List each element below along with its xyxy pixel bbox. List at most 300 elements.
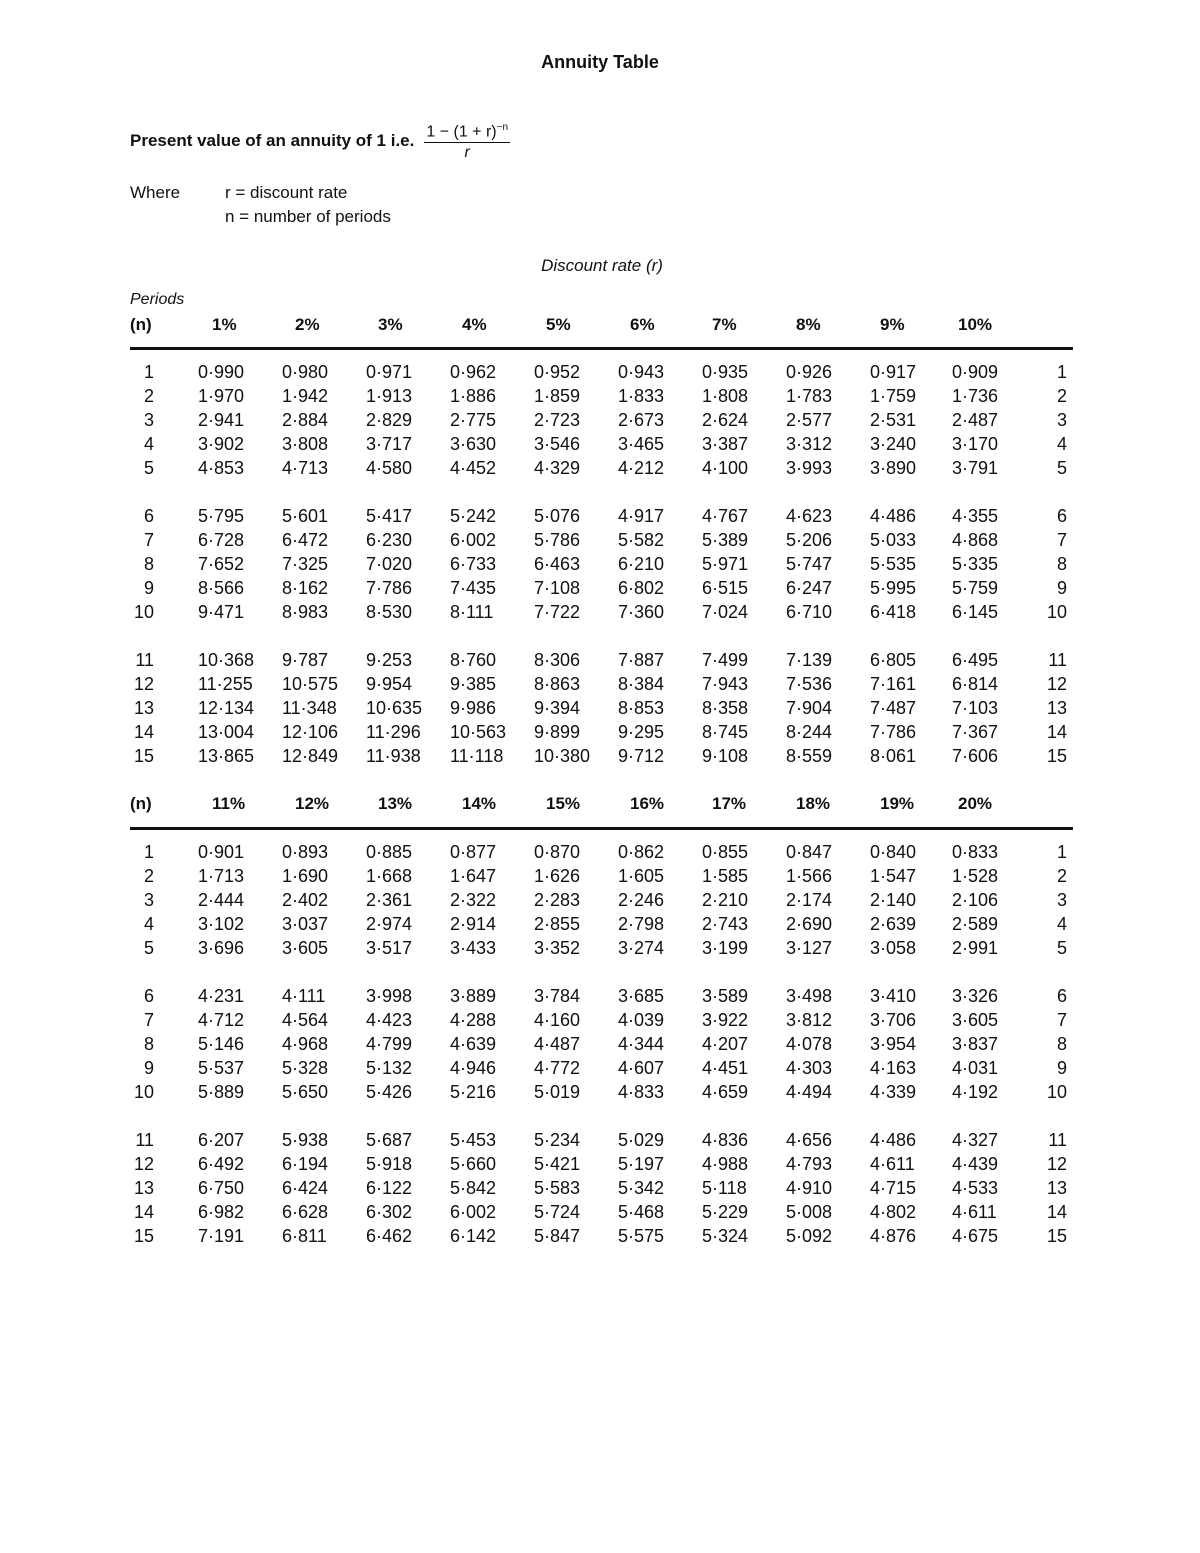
annuity-factor-cell: 7·499 [702, 650, 749, 670]
annuity-factor-cell: 5·389 [702, 530, 749, 550]
annuity-factor-cell: 1·808 [702, 386, 749, 406]
annuity-factor-cell: 9·295 [618, 722, 665, 742]
annuity-factor-cell: 3·312 [786, 434, 833, 454]
period-column-header: (n) [130, 794, 152, 813]
annuity-factor-cell: 5·889 [198, 1082, 245, 1102]
period-cell: 5 [1056, 938, 1067, 958]
formula-prefix: Present value of an annuity of 1 i.e. [130, 130, 415, 150]
period-cell: 7 [143, 1010, 154, 1030]
annuity-factor-cell: 6·122 [366, 1178, 413, 1198]
annuity-factor-cell: 4·212 [618, 458, 665, 478]
rate-column-header: 15% [546, 794, 581, 813]
annuity-factor-cell: 5·008 [786, 1202, 833, 1222]
annuity-factor-cell: 2·246 [618, 890, 665, 910]
annuity-factor-cell: 6·710 [786, 602, 833, 622]
annuity-factor-cell: 2·690 [786, 914, 833, 934]
annuity-factor-cell: 0·901 [198, 842, 245, 862]
annuity-factor-cell: 6·495 [952, 650, 999, 670]
annuity-factor-cell: 3·685 [618, 986, 665, 1006]
table-row [130, 914, 1073, 938]
period-cell: 4 [1056, 914, 1067, 934]
period-cell: 11 [135, 1130, 154, 1150]
annuity-factor-cell: 7·161 [870, 674, 917, 694]
period-cell: 10 [133, 1082, 154, 1102]
annuity-factor-cell: 6·230 [366, 530, 413, 550]
rate-column-header: 18% [796, 794, 831, 813]
annuity-factor-cell: 3·387 [702, 434, 749, 454]
annuity-factor-cell: 0·840 [870, 842, 917, 862]
annuity-factor-cell: 2·140 [870, 890, 917, 910]
annuity-factor-cell: 2·673 [618, 410, 665, 430]
annuity-factor-cell: 2·402 [282, 890, 329, 910]
period-cell: 14 [133, 1202, 154, 1222]
annuity-factor-cell: 8·306 [534, 650, 581, 670]
annuity-factor-cell: 8·061 [870, 746, 917, 766]
table-row [130, 866, 1073, 890]
formula-fraction [424, 118, 510, 163]
formula-denominator: r [464, 144, 470, 162]
definition-r: r = discount rate [225, 183, 348, 202]
annuity-factor-cell: 5·468 [618, 1202, 665, 1222]
annuity-factor-cell: 5·229 [702, 1202, 749, 1222]
annuity-factor-cell: 4·910 [786, 1178, 833, 1198]
table1-header-row [130, 315, 1073, 339]
annuity-factor-cell: 10·563 [450, 722, 507, 742]
rate-column-header: 3% [378, 315, 403, 334]
annuity-factor-cell: 12·134 [198, 698, 255, 718]
annuity-factor-cell: 4·659 [702, 1082, 749, 1102]
period-cell: 1 [143, 842, 154, 862]
annuity-factor-cell: 11·296 [366, 722, 421, 742]
annuity-factor-cell: 3·410 [870, 986, 917, 1006]
annuity-factor-cell: 9·385 [450, 674, 497, 694]
table-row [130, 1034, 1073, 1058]
annuity-factor-cell: 1·942 [282, 386, 329, 406]
annuity-factor-cell: 0·926 [786, 362, 833, 382]
annuity-factor-cell: 7·024 [702, 602, 749, 622]
annuity-factor-cell: 5·029 [618, 1130, 665, 1150]
annuity-factor-cell: 6·814 [952, 674, 999, 694]
period-cell: 8 [1056, 1034, 1067, 1054]
annuity-factor-cell: 8·530 [366, 602, 413, 622]
annuity-factor-cell: 12·849 [282, 746, 339, 766]
annuity-factor-cell: 7·606 [952, 746, 999, 766]
annuity-factor-cell: 11·348 [282, 698, 337, 718]
annuity-factor-cell: 6·515 [702, 578, 749, 598]
annuity-factor-cell: 3·433 [450, 938, 497, 958]
period-cell: 9 [143, 1058, 154, 1078]
annuity-factor-cell: 7·191 [198, 1226, 245, 1246]
annuity-factor-cell: 3·998 [366, 986, 413, 1006]
rate-column-header: 10% [958, 315, 993, 334]
table1-body [130, 362, 1073, 770]
annuity-factor-cell: 4·611 [870, 1154, 915, 1174]
annuity-factor-cell: 3·717 [366, 434, 413, 454]
period-cell: 14 [1046, 722, 1067, 742]
annuity-factor-cell: 2·941 [198, 410, 245, 430]
annuity-factor-cell: 5·660 [450, 1154, 497, 1174]
annuity-factor-cell: 7·786 [366, 578, 413, 598]
annuity-factor-cell: 12·106 [282, 722, 339, 742]
annuity-factor-cell: 3·605 [282, 938, 329, 958]
annuity-factor-cell: 5·786 [534, 530, 581, 550]
annuity-factor-cell: 8·162 [282, 578, 329, 598]
table-row [130, 554, 1073, 578]
annuity-factor-cell: 6·142 [450, 1226, 497, 1246]
annuity-factor-cell: 2·444 [198, 890, 245, 910]
annuity-factor-cell: 1·647 [450, 866, 497, 886]
annuity-factor-cell: 2·487 [952, 410, 999, 430]
annuity-factor-cell: 4·329 [534, 458, 581, 478]
annuity-factor-cell: 2·775 [450, 410, 497, 430]
annuity-factor-cell: 9·787 [282, 650, 329, 670]
period-cell: 5 [143, 458, 154, 478]
annuity-factor-cell: 6·302 [366, 1202, 413, 1222]
annuity-factor-cell: 6·002 [450, 1202, 497, 1222]
annuity-factor-cell: 7·786 [870, 722, 917, 742]
table-row [130, 410, 1073, 434]
annuity-factor-cell: 3·102 [198, 914, 245, 934]
annuity-factor-cell: 3·812 [786, 1010, 833, 1030]
period-cell: 12 [1046, 1154, 1067, 1174]
annuity-factor-cell: 6·472 [282, 530, 329, 550]
table-row [130, 938, 1073, 962]
annuity-factor-cell: 5·118 [702, 1178, 747, 1198]
annuity-factor-cell: 2·798 [618, 914, 665, 934]
period-cell: 13 [1046, 698, 1067, 718]
annuity-factor-cell: 5·426 [366, 1082, 413, 1102]
annuity-factor-cell: 3·274 [618, 938, 665, 958]
annuity-factor-cell: 7·367 [952, 722, 999, 742]
table-row [130, 698, 1073, 722]
annuity-factor-cell: 0·980 [282, 362, 329, 382]
annuity-factor-cell: 3·127 [786, 938, 833, 958]
formula-line [130, 118, 510, 163]
annuity-factor-cell: 2·624 [702, 410, 749, 430]
annuity-factor-cell: 3·696 [198, 938, 245, 958]
annuity-factor-cell: 3·902 [198, 434, 245, 454]
table-row [130, 506, 1073, 530]
annuity-factor-cell: 1·668 [366, 866, 413, 886]
annuity-factor-cell: 4·487 [534, 1034, 581, 1054]
annuity-factor-cell: 5·747 [786, 554, 833, 574]
table-row [130, 1178, 1073, 1202]
annuity-factor-cell: 4·533 [952, 1178, 999, 1198]
annuity-factor-cell: 2·723 [534, 410, 581, 430]
table-row [130, 986, 1073, 1010]
annuity-factor-cell: 4·639 [450, 1034, 497, 1054]
annuity-factor-cell: 11·118 [450, 746, 504, 766]
annuity-factor-cell: 5·197 [618, 1154, 665, 1174]
annuity-factor-cell: 3·784 [534, 986, 581, 1006]
annuity-factor-cell: 5·575 [618, 1226, 665, 1246]
annuity-factor-cell: 4·772 [534, 1058, 581, 1078]
annuity-factor-cell: 5·842 [450, 1178, 497, 1198]
annuity-factor-cell: 6·424 [282, 1178, 329, 1198]
table-row [130, 1010, 1073, 1034]
annuity-factor-cell: 0·952 [534, 362, 581, 382]
annuity-factor-cell: 3·517 [366, 938, 413, 958]
table-row [130, 602, 1073, 626]
annuity-factor-cell: 4·656 [786, 1130, 833, 1150]
annuity-factor-cell: 6·210 [618, 554, 665, 574]
annuity-factor-cell: 4·712 [198, 1010, 245, 1030]
annuity-factor-cell: 6·194 [282, 1154, 329, 1174]
annuity-factor-cell: 2·884 [282, 410, 329, 430]
annuity-factor-cell: 3·605 [952, 1010, 999, 1030]
annuity-factor-cell: 5·092 [786, 1226, 833, 1246]
annuity-factor-cell: 0·935 [702, 362, 749, 382]
annuity-factor-cell: 4·611 [952, 1202, 997, 1222]
formula-numerator [424, 118, 510, 143]
table-row [130, 1226, 1073, 1250]
period-cell: 9 [143, 578, 154, 598]
period-cell: 1 [143, 362, 154, 382]
annuity-factor-cell: 6·463 [534, 554, 581, 574]
annuity-factor-cell: 7·360 [618, 602, 665, 622]
period-cell: 3 [1056, 410, 1067, 430]
period-cell: 9 [1056, 1058, 1067, 1078]
annuity-factor-cell: 5·601 [282, 506, 329, 526]
annuity-factor-cell: 4·793 [786, 1154, 833, 1174]
annuity-factor-cell: 5·535 [870, 554, 917, 574]
annuity-factor-cell: 2·991 [952, 938, 999, 958]
annuity-factor-cell: 4·968 [282, 1034, 329, 1054]
annuity-factor-cell: 1·605 [618, 866, 665, 886]
table2-header-row [130, 794, 1073, 818]
period-cell: 5 [143, 938, 154, 958]
annuity-factor-cell: 5·417 [366, 506, 413, 526]
annuity-factor-cell: 5·132 [366, 1058, 413, 1078]
annuity-factor-cell: 6·145 [952, 602, 999, 622]
period-cell: 2 [143, 386, 154, 406]
annuity-factor-cell: 4·439 [952, 1154, 999, 1174]
annuity-factor-cell: 9·954 [366, 674, 413, 694]
annuity-factor-cell: 1·783 [786, 386, 833, 406]
annuity-factor-cell: 3·037 [282, 914, 329, 934]
annuity-factor-cell: 7·108 [534, 578, 581, 598]
row-group-spacer [130, 626, 1073, 650]
annuity-factor-cell: 0·870 [534, 842, 581, 862]
annuity-factor-cell: 4·623 [786, 506, 833, 526]
annuity-factor-cell: 4·231 [198, 986, 245, 1006]
annuity-factor-cell: 3·326 [952, 986, 999, 1006]
discount-rate-caption: Discount rate (r) [541, 256, 663, 275]
annuity-factor-cell: 7·887 [618, 650, 665, 670]
table-row [130, 674, 1073, 698]
annuity-factor-cell: 0·971 [366, 362, 413, 382]
annuity-factor-cell: 5·687 [366, 1130, 413, 1150]
annuity-factor-cell: 4·486 [870, 506, 917, 526]
annuity-factor-cell: 10·635 [366, 698, 423, 718]
period-cell: 2 [143, 866, 154, 886]
annuity-factor-cell: 1·859 [534, 386, 581, 406]
annuity-factor-cell: 8·111 [450, 602, 494, 622]
annuity-factor-cell: 5·847 [534, 1226, 581, 1246]
annuity-factor-cell: 7·722 [534, 602, 581, 622]
annuity-factor-cell: 6·733 [450, 554, 497, 574]
period-cell: 1 [1056, 842, 1067, 862]
annuity-factor-cell: 4·946 [450, 1058, 497, 1078]
annuity-factor-cell: 11·938 [366, 746, 421, 766]
annuity-factor-cell: 4·836 [702, 1130, 749, 1150]
annuity-factor-cell: 0·833 [952, 842, 999, 862]
annuity-factor-cell: 2·974 [366, 914, 413, 934]
annuity-factor-cell: 7·904 [786, 698, 833, 718]
annuity-factor-cell: 2·322 [450, 890, 497, 910]
annuity-factor-cell: 7·435 [450, 578, 497, 598]
annuity-factor-cell: 8·559 [786, 746, 833, 766]
annuity-factor-cell: 4·486 [870, 1130, 917, 1150]
period-cell: 12 [133, 674, 154, 694]
annuity-factor-cell: 6·982 [198, 1202, 245, 1222]
annuity-factor-cell: 6·002 [450, 530, 497, 550]
periods-label: Periods [130, 291, 185, 308]
period-cell: 10 [1046, 1082, 1067, 1102]
formula-numerator-text: 1 − (1 + r) [426, 123, 497, 141]
annuity-factor-cell: 4·713 [282, 458, 329, 478]
annuity-factor-cell: 4·494 [786, 1082, 833, 1102]
table1-header-rule [130, 347, 1073, 350]
table-row [130, 458, 1073, 482]
annuity-factor-cell: 4·917 [618, 506, 665, 526]
annuity-factor-cell: 5·234 [534, 1130, 581, 1150]
period-cell: 7 [1056, 530, 1067, 550]
annuity-factor-cell: 4·799 [366, 1034, 413, 1054]
annuity-factor-cell: 5·971 [702, 554, 749, 574]
rate-column-header: 2% [295, 315, 320, 334]
annuity-factor-cell: 1·566 [786, 866, 833, 886]
annuity-factor-cell: 0·943 [618, 362, 665, 382]
annuity-factor-cell: 5·206 [786, 530, 833, 550]
rate-column-header: 19% [880, 794, 915, 813]
annuity-factor-cell: 3·630 [450, 434, 497, 454]
period-cell: 12 [133, 1154, 154, 1174]
annuity-factor-cell: 3·837 [952, 1034, 999, 1054]
annuity-factor-cell: 1·547 [870, 866, 917, 886]
period-cell: 11 [1048, 650, 1067, 670]
rate-column-header: 11% [212, 794, 246, 813]
table2-header-rule [130, 827, 1073, 830]
period-cell: 7 [1056, 1010, 1067, 1030]
rate-column-header: 6% [630, 315, 655, 334]
annuity-factor-cell: 5·033 [870, 530, 917, 550]
where-label: Where [130, 183, 181, 202]
annuity-factor-cell: 5·342 [618, 1178, 665, 1198]
annuity-factor-cell: 1·913 [366, 386, 413, 406]
annuity-factor-cell: 2·210 [702, 890, 749, 910]
period-cell: 13 [133, 698, 154, 718]
annuity-factor-cell: 7·103 [952, 698, 999, 718]
annuity-factor-cell: 4·355 [952, 506, 999, 526]
annuity-factor-cell: 7·487 [870, 698, 917, 718]
annuity-factor-cell: 3·808 [282, 434, 329, 454]
annuity-factor-cell: 2·855 [534, 914, 581, 934]
table-row [130, 650, 1073, 674]
annuity-factor-cell: 2·639 [870, 914, 917, 934]
annuity-factor-cell: 10·368 [198, 650, 255, 670]
rate-column-header: 14% [462, 794, 497, 813]
annuity-factor-cell: 4·288 [450, 1010, 497, 1030]
annuity-factor-cell: 5·918 [366, 1154, 413, 1174]
annuity-factor-cell: 0·909 [952, 362, 999, 382]
table-row [130, 842, 1073, 866]
annuity-factor-cell: 4·111 [282, 986, 326, 1006]
annuity-factor-cell: 6·750 [198, 1178, 245, 1198]
period-cell: 3 [143, 890, 154, 910]
annuity-factor-cell: 2·829 [366, 410, 413, 430]
rate-column-header: 7% [712, 315, 737, 334]
period-cell: 3 [143, 410, 154, 430]
annuity-factor-cell: 8·983 [282, 602, 329, 622]
period-cell: 9 [1056, 578, 1067, 598]
table-row [130, 1082, 1073, 1106]
annuity-factor-cell: 6·805 [870, 650, 917, 670]
annuity-factor-cell: 9·899 [534, 722, 581, 742]
annuity-factor-cell: 3·058 [870, 938, 917, 958]
rate-column-header: 5% [546, 315, 571, 334]
annuity-factor-cell: 5·724 [534, 1202, 581, 1222]
annuity-factor-cell: 3·954 [870, 1034, 917, 1054]
period-cell: 11 [1048, 1130, 1067, 1150]
annuity-factor-cell: 9·986 [450, 698, 497, 718]
annuity-factor-cell: 2·589 [952, 914, 999, 934]
table-row [130, 362, 1073, 386]
period-cell: 10 [1046, 602, 1067, 622]
row-group-spacer [130, 1106, 1073, 1130]
rate-column-header: 20% [958, 794, 993, 813]
annuity-factor-cell: 3·706 [870, 1010, 917, 1030]
table-row [130, 578, 1073, 602]
annuity-factor-cell: 3·546 [534, 434, 581, 454]
period-cell: 8 [143, 554, 154, 574]
annuity-factor-cell: 6·811 [282, 1226, 327, 1246]
annuity-factor-cell: 0·862 [618, 842, 665, 862]
annuity-factor-cell: 0·885 [366, 842, 413, 862]
annuity-factor-cell: 4·339 [870, 1082, 917, 1102]
annuity-factor-cell: 8·760 [450, 650, 497, 670]
annuity-factor-cell: 4·675 [952, 1226, 999, 1246]
annuity-factor-cell: 2·531 [870, 410, 917, 430]
table-row [130, 434, 1073, 458]
annuity-factor-cell: 2·577 [786, 410, 833, 430]
annuity-factor-cell: 5·583 [534, 1178, 581, 1198]
period-cell: 15 [1046, 1226, 1067, 1246]
annuity-factor-cell: 3·791 [952, 458, 999, 478]
table-row [130, 722, 1073, 746]
period-cell: 6 [1056, 986, 1067, 1006]
annuity-factor-cell: 6·628 [282, 1202, 329, 1222]
period-cell: 15 [1046, 746, 1067, 766]
annuity-factor-cell: 4·564 [282, 1010, 329, 1030]
annuity-factor-cell: 5·216 [450, 1082, 497, 1102]
annuity-factor-cell: 3·352 [534, 938, 581, 958]
annuity-factor-cell: 3·465 [618, 434, 665, 454]
period-cell: 14 [133, 722, 154, 742]
table-row [130, 530, 1073, 554]
period-cell: 3 [1056, 890, 1067, 910]
annuity-factor-cell: 5·335 [952, 554, 999, 574]
period-cell: 1 [1056, 362, 1067, 382]
period-cell: 4 [143, 914, 154, 934]
annuity-factor-cell: 7·325 [282, 554, 329, 574]
annuity-factor-cell: 4·039 [618, 1010, 665, 1030]
annuity-factor-cell: 5·995 [870, 578, 917, 598]
annuity-factor-cell: 0·917 [870, 362, 917, 382]
annuity-factor-cell: 7·943 [702, 674, 749, 694]
annuity-factor-cell: 6·728 [198, 530, 245, 550]
annuity-factor-cell: 0·990 [198, 362, 245, 382]
